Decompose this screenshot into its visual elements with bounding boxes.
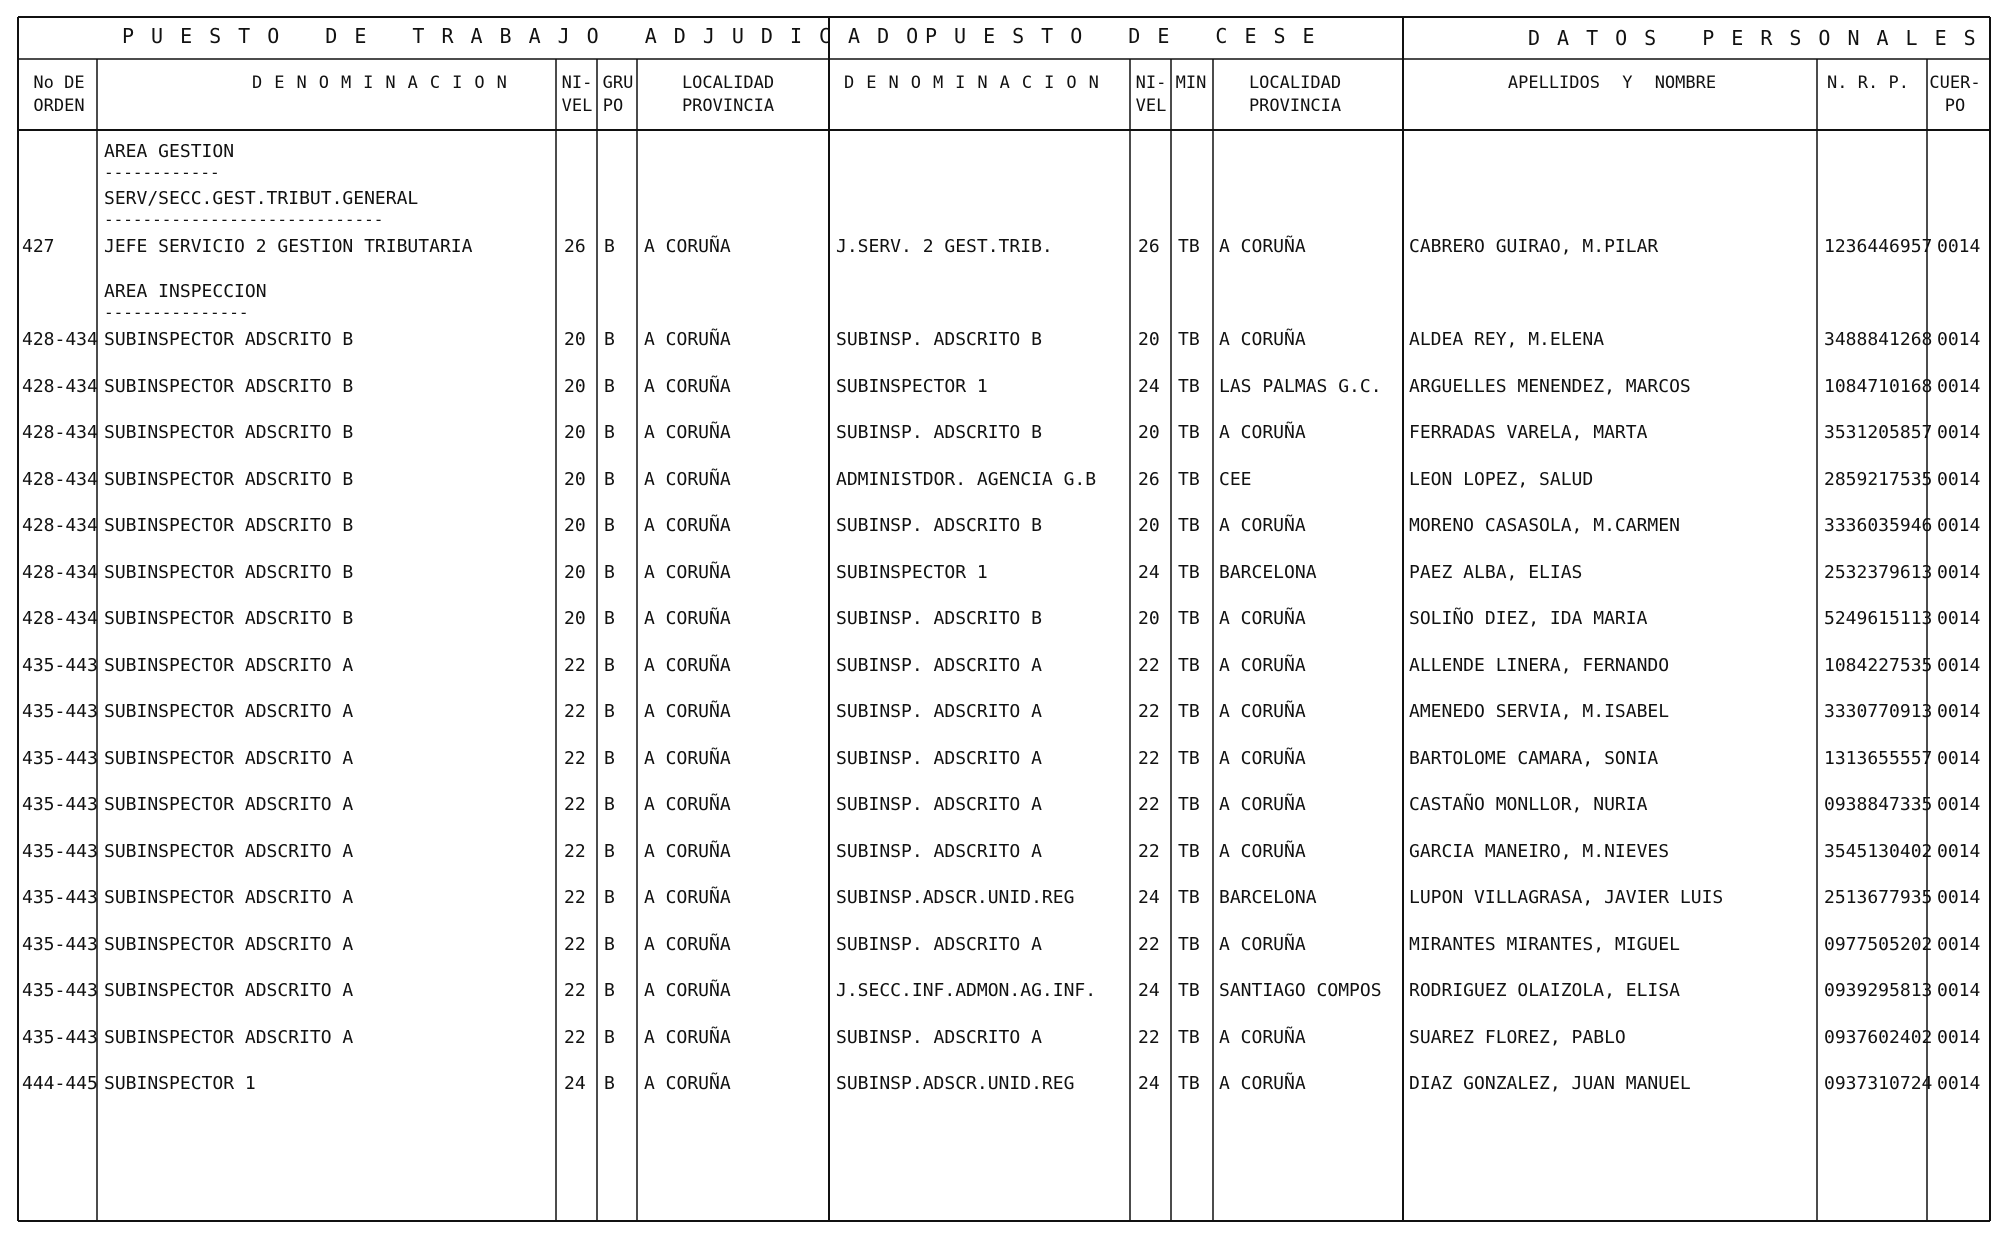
cell-min: TB [1178,748,1200,769]
cell-cuerpo: 0014 [1937,655,1981,676]
col-header-apellidos: APELLIDOS Y NOMBRE [1507,73,1717,93]
cell-apellidos-nombre: PAEZ ALBA, ELIAS [1409,562,1583,583]
cell-denominacion-adj: SUBINSPECTOR ADSCRITO B [104,376,354,397]
col-header-localidad-adj-1: LOCALIDAD [681,73,775,93]
cell-nrp: 1313655557 [1824,748,1933,769]
cell-localidad-cese: BARCELONA [1219,887,1317,908]
section-serv-secc: SERV/SECC.GEST.TRIBUT.GENERAL [104,188,419,209]
cell-localidad-cese: BARCELONA [1219,562,1317,583]
cell-localidad-cese: A CORUÑA [1219,236,1306,257]
cell-localidad-adj: A CORUÑA [644,329,731,350]
cell-nrp: 2859217535 [1824,469,1933,490]
cell-nivel-adj: 22 [564,980,586,1001]
cell-nrp: 0937602402 [1824,1027,1933,1048]
cell-localidad-cese: A CORUÑA [1219,701,1306,722]
cell-denominacion-cese: J.SECC.INF.ADMON.AG.INF. [836,980,1097,1001]
cell-denominacion-adj: SUBINSPECTOR ADSCRITO B [104,422,354,443]
cell-nivel-cese: 20 [1138,329,1160,350]
cell-orden: 428-434 [22,562,98,583]
cell-nivel-adj: 26 [564,236,586,257]
col-header-nivel-adj-1: NI- [561,73,593,93]
cell-min: TB [1178,562,1200,583]
col-header-localidad-cese-2: PROVINCIA [1248,96,1342,116]
cell-nivel-cese: 22 [1138,748,1160,769]
cell-cuerpo: 0014 [1937,887,1981,908]
col-header-denominacion-adj: DENOMINACION [252,73,519,93]
cell-localidad-adj: A CORUÑA [644,469,731,490]
cell-apellidos-nombre: RODRIGUEZ OLAIZOLA, ELISA [1409,980,1680,1001]
cell-min: TB [1178,934,1200,955]
cell-denominacion-cese: SUBINSP.ADSCR.UNID.REG [836,887,1075,908]
cell-localidad-adj: A CORUÑA [644,794,731,815]
cell-grupo: B [604,701,615,722]
cell-localidad-adj: A CORUÑA [644,376,731,397]
cell-nivel-cese: 24 [1138,562,1160,583]
section-area-gestion: AREA GESTION [104,141,235,162]
cell-denominacion-cese: SUBINSP. ADSCRITO A [836,655,1042,676]
cell-localidad-adj: A CORUÑA [644,422,731,443]
cell-orden: 435-443 [22,887,98,908]
cell-localidad-cese: LAS PALMAS G.C. [1219,376,1382,397]
cell-cuerpo: 0014 [1937,748,1981,769]
cell-nivel-adj: 20 [564,469,586,490]
cell-denominacion-adj: SUBINSPECTOR ADSCRITO A [104,794,354,815]
cell-localidad-cese: A CORUÑA [1219,422,1306,443]
cell-orden: 435-443 [22,655,98,676]
cell-denominacion-cese: J.SERV. 2 GEST.TRIB. [836,236,1053,257]
cell-localidad-adj: A CORUÑA [644,841,731,862]
cell-localidad-adj: A CORUÑA [644,608,731,629]
cell-denominacion-cese: SUBINSPECTOR 1 [836,376,988,397]
cell-denominacion-cese: SUBINSP. ADSCRITO A [836,748,1042,769]
cell-orden: 435-443 [22,980,98,1001]
cell-nivel-cese: 26 [1138,236,1160,257]
cell-denominacion-adj: SUBINSPECTOR ADSCRITO B [104,469,354,490]
cell-cuerpo: 0014 [1937,562,1981,583]
section-serv-secc-rule: ----------------------------- [104,210,384,229]
cell-orden: 427 [22,236,55,257]
cell-min: TB [1178,236,1200,257]
section-area-inspeccion: AREA INSPECCION [104,281,267,302]
cell-grupo: B [604,980,615,1001]
cell-grupo: B [604,608,615,629]
cell-localidad-adj: A CORUÑA [644,1027,731,1048]
cell-localidad-adj: A CORUÑA [644,934,731,955]
cell-grupo: B [604,841,615,862]
cell-grupo: B [604,376,615,397]
cell-denominacion-adj: SUBINSPECTOR ADSCRITO A [104,701,354,722]
cell-apellidos-nombre: SUAREZ FLOREZ, PABLO [1409,1027,1626,1048]
cell-localidad-adj: A CORUÑA [644,655,731,676]
cell-nivel-cese: 24 [1138,376,1160,397]
cell-grupo: B [604,794,615,815]
cell-grupo: B [604,887,615,908]
cell-denominacion-adj: JEFE SERVICIO 2 GESTION TRIBUTARIA [104,236,473,257]
group-header-adjudicado: PUESTO DE TRABAJO ADJUDICADO [122,24,936,48]
cell-localidad-cese: A CORUÑA [1219,1027,1306,1048]
cell-cuerpo: 0014 [1937,794,1981,815]
cell-localidad-adj: A CORUÑA [644,701,731,722]
cell-nrp: 3545130402 [1824,841,1933,862]
col-header-localidad-adj-2: PROVINCIA [681,96,775,116]
cell-cuerpo: 0014 [1937,1073,1981,1094]
col-header-cuerpo-1: CUER- [1929,73,1981,93]
cell-nrp: 0937310724 [1824,1073,1933,1094]
cell-cuerpo: 0014 [1937,422,1981,443]
col-header-min: MIN [1175,73,1207,93]
cell-localidad-cese: A CORUÑA [1219,934,1306,955]
cell-denominacion-cese: SUBINSP. ADSCRITO A [836,1027,1042,1048]
cell-min: TB [1178,469,1200,490]
cell-denominacion-cese: SUBINSP. ADSCRITO A [836,934,1042,955]
cell-localidad-adj: A CORUÑA [644,1073,731,1094]
cell-nivel-cese: 24 [1138,1073,1160,1094]
cell-orden: 435-443 [22,1027,98,1048]
cell-localidad-cese: CEE [1219,469,1252,490]
section-area-inspeccion-rule: --------------- [104,303,249,322]
cell-min: TB [1178,701,1200,722]
cell-denominacion-adj: SUBINSPECTOR ADSCRITO B [104,515,354,536]
cell-grupo: B [604,515,615,536]
col-header-nrp: N. R. P. [1827,73,1909,93]
cell-nivel-cese: 22 [1138,701,1160,722]
cell-nrp: 3336035946 [1824,515,1933,536]
cell-apellidos-nombre: FERRADAS VARELA, MARTA [1409,422,1648,443]
cell-denominacion-adj: SUBINSPECTOR ADSCRITO B [104,329,354,350]
col-header-grupo-2: PO [602,96,624,116]
cell-denominacion-cese: SUBINSP. ADSCRITO B [836,422,1042,443]
cell-localidad-cese: A CORUÑA [1219,329,1306,350]
cell-min: TB [1178,376,1200,397]
cell-nrp: 3488841268 [1824,329,1933,350]
cell-nivel-adj: 22 [564,748,586,769]
cell-orden: 435-443 [22,794,98,815]
cell-denominacion-adj: SUBINSPECTOR ADSCRITO A [104,934,354,955]
cell-localidad-cese: A CORUÑA [1219,608,1306,629]
cell-denominacion-adj: SUBINSPECTOR ADSCRITO A [104,841,354,862]
col-header-orden-1: No DE [33,73,85,93]
cell-nivel-adj: 20 [564,562,586,583]
cell-nrp: 0938847335 [1824,794,1933,815]
cell-min: TB [1178,329,1200,350]
cell-localidad-cese: A CORUÑA [1219,748,1306,769]
col-header-nivel-cese-1: NI- [1135,73,1167,93]
cell-orden: 435-443 [22,841,98,862]
cell-denominacion-cese: SUBINSP. ADSCRITO B [836,608,1042,629]
cell-min: TB [1178,1027,1200,1048]
cell-nrp: 1236446957 [1824,236,1933,257]
cell-nivel-cese: 26 [1138,469,1160,490]
cell-nrp: 2532379613 [1824,562,1933,583]
cell-apellidos-nombre: CASTAÑO MONLLOR, NURIA [1409,794,1648,815]
cell-orden: 428-434 [22,329,98,350]
cell-cuerpo: 0014 [1937,934,1981,955]
cell-orden: 428-434 [22,608,98,629]
cell-grupo: B [604,469,615,490]
cell-nivel-cese: 22 [1138,934,1160,955]
cell-denominacion-adj: SUBINSPECTOR 1 [104,1073,256,1094]
col-header-denominacion-cese: DENOMINACION [844,73,1111,93]
cell-nivel-adj: 20 [564,608,586,629]
cell-localidad-cese: A CORUÑA [1219,794,1306,815]
cell-apellidos-nombre: DIAZ GONZALEZ, JUAN MANUEL [1409,1073,1691,1094]
col-header-cuerpo-2: PO [1944,96,1966,116]
cell-apellidos-nombre: LEON LOPEZ, SALUD [1409,469,1594,490]
cell-nrp: 1084227535 [1824,655,1933,676]
cell-grupo: B [604,1073,615,1094]
cell-denominacion-cese: SUBINSP.ADSCR.UNID.REG [836,1073,1075,1094]
cell-localidad-adj: A CORUÑA [644,236,731,257]
cell-orden: 428-434 [22,469,98,490]
cell-nrp: 0977505202 [1824,934,1933,955]
cell-apellidos-nombre: CABRERO GUIRAO, M.PILAR [1409,236,1659,257]
cell-apellidos-nombre: MIRANTES MIRANTES, MIGUEL [1409,934,1680,955]
cell-min: TB [1178,1073,1200,1094]
cell-denominacion-cese: SUBINSP. ADSCRITO A [836,701,1042,722]
cell-denominacion-cese: SUBINSP. ADSCRITO A [836,794,1042,815]
cell-nrp: 2513677935 [1824,887,1933,908]
cell-nivel-adj: 22 [564,1027,586,1048]
cell-nivel-cese: 22 [1138,1027,1160,1048]
cell-cuerpo: 0014 [1937,701,1981,722]
col-header-nivel-cese-2: VEL [1135,96,1167,116]
cell-grupo: B [604,236,615,257]
cell-nivel-adj: 22 [564,841,586,862]
cell-denominacion-cese: SUBINSPECTOR 1 [836,562,988,583]
cell-grupo: B [604,934,615,955]
cell-nivel-adj: 20 [564,515,586,536]
cell-orden: 444-445 [22,1073,98,1094]
cell-cuerpo: 0014 [1937,515,1981,536]
cell-nivel-cese: 22 [1138,794,1160,815]
cell-localidad-adj: A CORUÑA [644,748,731,769]
cell-apellidos-nombre: AMENEDO SERVIA, M.ISABEL [1409,701,1670,722]
cell-orden: 428-434 [22,515,98,536]
cell-min: TB [1178,655,1200,676]
cell-cuerpo: 0014 [1937,980,1981,1001]
cell-denominacion-adj: SUBINSPECTOR ADSCRITO A [104,887,354,908]
cell-denominacion-adj: SUBINSPECTOR ADSCRITO B [104,608,354,629]
cell-grupo: B [604,562,615,583]
cell-grupo: B [604,1027,615,1048]
cell-apellidos-nombre: BARTOLOME CAMARA, SONIA [1409,748,1659,769]
cell-nrp: 0939295813 [1824,980,1933,1001]
cell-orden: 428-434 [22,422,98,443]
cell-denominacion-cese: ADMINISTDOR. AGENCIA G.B [836,469,1097,490]
cell-nivel-cese: 22 [1138,655,1160,676]
cell-grupo: B [604,748,615,769]
cell-nivel-adj: 22 [564,701,586,722]
cell-cuerpo: 0014 [1937,841,1981,862]
cell-denominacion-cese: SUBINSP. ADSCRITO B [836,515,1042,536]
cell-cuerpo: 0014 [1937,1027,1981,1048]
cell-cuerpo: 0014 [1937,469,1981,490]
cell-min: TB [1178,794,1200,815]
cell-denominacion-cese: SUBINSP. ADSCRITO B [836,329,1042,350]
col-header-nivel-adj-2: VEL [561,96,593,116]
cell-apellidos-nombre: MORENO CASASOLA, M.CARMEN [1409,515,1680,536]
cell-min: TB [1178,608,1200,629]
cell-nivel-cese: 24 [1138,887,1160,908]
section-area-gestion-rule: ------------ [104,163,220,182]
cell-nrp: 1084710168 [1824,376,1933,397]
cell-apellidos-nombre: LUPON VILLAGRASA, JAVIER LUIS [1409,887,1724,908]
cell-nrp: 3330770913 [1824,701,1933,722]
cell-cuerpo: 0014 [1937,376,1981,397]
cell-localidad-adj: A CORUÑA [644,980,731,1001]
cell-grupo: B [604,655,615,676]
cell-localidad-cese: A CORUÑA [1219,1073,1306,1094]
cell-cuerpo: 0014 [1937,608,1981,629]
cell-orden: 428-434 [22,376,98,397]
cell-localidad-cese: SANTIAGO COMPOS [1219,980,1382,1001]
cell-localidad-adj: A CORUÑA [644,515,731,536]
cell-denominacion-adj: SUBINSPECTOR ADSCRITO A [104,748,354,769]
cell-nrp: 3531205857 [1824,422,1933,443]
cell-localidad-cese: A CORUÑA [1219,655,1306,676]
cell-nivel-adj: 22 [564,934,586,955]
cell-denominacion-adj: SUBINSPECTOR ADSCRITO A [104,1027,354,1048]
cell-localidad-cese: A CORUÑA [1219,515,1306,536]
cell-min: TB [1178,515,1200,536]
cell-nrp: 5249615113 [1824,608,1933,629]
cell-nivel-adj: 24 [564,1073,586,1094]
group-header-personales: DATOS PERSONALES [1528,26,1993,50]
cell-min: TB [1178,422,1200,443]
group-header-cese: PUESTO DE CESE [925,24,1332,48]
cell-min: TB [1178,841,1200,862]
cell-nivel-adj: 20 [564,329,586,350]
cell-cuerpo: 0014 [1937,329,1981,350]
col-header-localidad-cese-1: LOCALIDAD [1248,73,1342,93]
cell-nivel-cese: 22 [1138,841,1160,862]
cell-nivel-adj: 20 [564,376,586,397]
cell-localidad-cese: A CORUÑA [1219,841,1306,862]
cell-orden: 435-443 [22,701,98,722]
cell-nivel-cese: 20 [1138,515,1160,536]
col-header-orden-2: ORDEN [33,96,85,116]
cell-min: TB [1178,980,1200,1001]
cell-localidad-adj: A CORUÑA [644,887,731,908]
cell-nivel-cese: 24 [1138,980,1160,1001]
cell-denominacion-adj: SUBINSPECTOR ADSCRITO B [104,562,354,583]
cell-orden: 435-443 [22,934,98,955]
cell-apellidos-nombre: GARCIA MANEIRO, M.NIEVES [1409,841,1670,862]
cell-nivel-adj: 20 [564,422,586,443]
cell-cuerpo: 0014 [1937,236,1981,257]
cell-nivel-adj: 22 [564,655,586,676]
cell-grupo: B [604,422,615,443]
cell-nivel-cese: 20 [1138,608,1160,629]
col-header-grupo-1: GRU [602,73,634,93]
cell-min: TB [1178,887,1200,908]
cell-apellidos-nombre: ALLENDE LINERA, FERNANDO [1409,655,1670,676]
cell-nivel-cese: 20 [1138,422,1160,443]
cell-apellidos-nombre: ARGUELLES MENENDEZ, MARCOS [1409,376,1691,397]
cell-denominacion-adj: SUBINSPECTOR ADSCRITO A [104,655,354,676]
cell-denominacion-cese: SUBINSP. ADSCRITO A [836,841,1042,862]
cell-nivel-adj: 22 [564,794,586,815]
cell-apellidos-nombre: SOLIÑO DIEZ, IDA MARIA [1409,608,1648,629]
cell-localidad-adj: A CORUÑA [644,562,731,583]
cell-denominacion-adj: SUBINSPECTOR ADSCRITO A [104,980,354,1001]
cell-apellidos-nombre: ALDEA REY, M.ELENA [1409,329,1605,350]
cell-nivel-adj: 22 [564,887,586,908]
cell-grupo: B [604,329,615,350]
cell-orden: 435-443 [22,748,98,769]
